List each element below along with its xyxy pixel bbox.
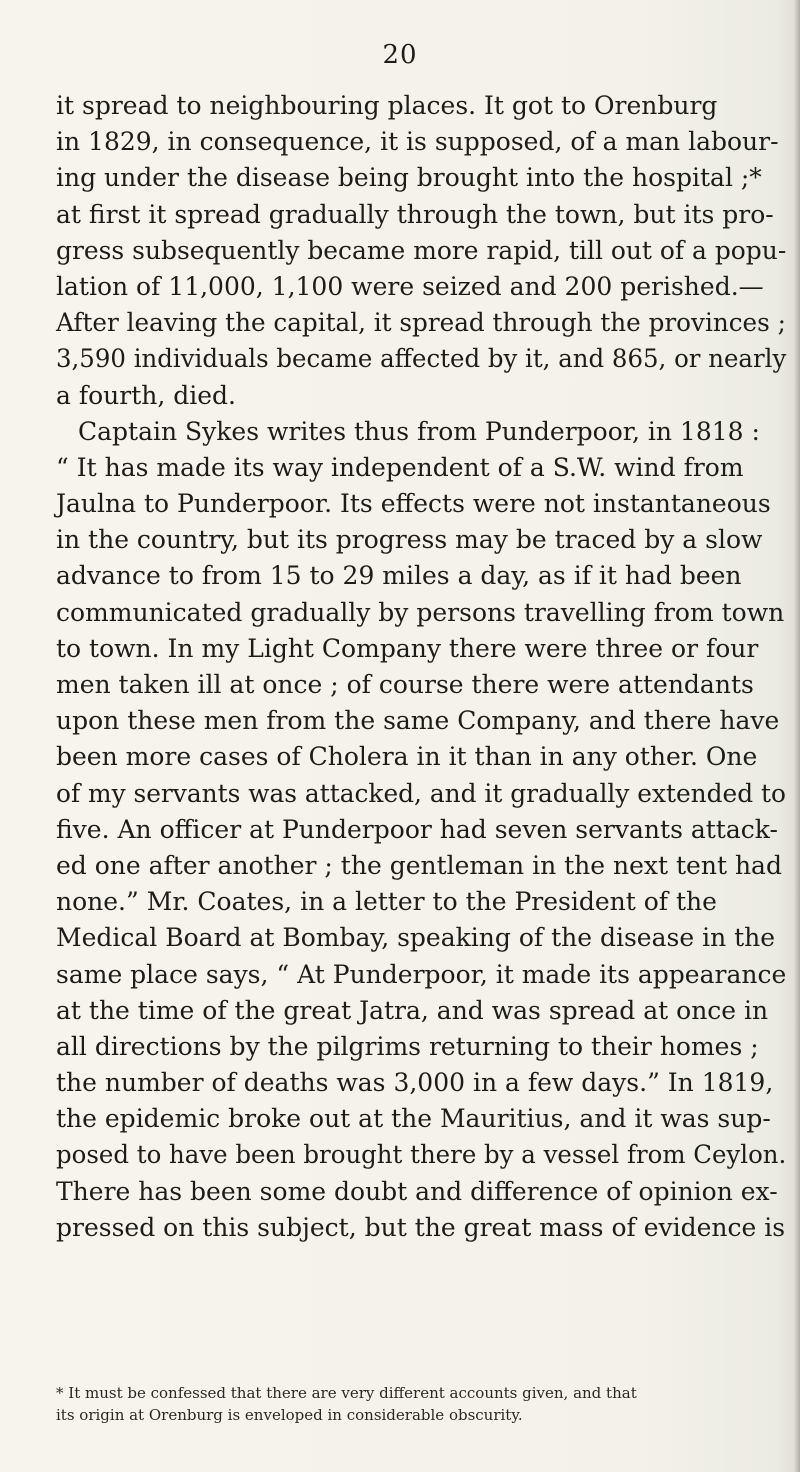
text-line: pressed on this subject, but the great mass of evidence is xyxy=(56,1212,786,1242)
footnote xyxy=(56,1382,796,1426)
text-line: at the time of the great Jatra, and was spread at once in xyxy=(56,995,769,1025)
text-line: lation of 11,000, 1,100 were seized and 200 perished.— xyxy=(56,271,764,301)
text-line: five. An officer at Punderpoor had seven servants attack- xyxy=(56,814,778,844)
text-line: a fourth, died. xyxy=(56,380,236,410)
text-line: “ It has made its way independent of a S.W. wind from xyxy=(56,452,744,482)
page-edge-shadow xyxy=(794,0,800,1472)
text-line: advance to from 15 to 29 miles a day, as if it had been xyxy=(56,561,742,591)
text-line: all directions by the pilgrims returning to their homes ; xyxy=(56,1031,759,1061)
text-line: in the country, but its progress may be traced by a slow xyxy=(56,525,763,555)
text-line: There has been some doubt and difference of opinion ex- xyxy=(56,1176,778,1206)
text-line: After leaving the capital, it spread through the provinces ; xyxy=(56,308,786,338)
text-line: gress subsequently became more rapid, till out of a popu- xyxy=(56,235,787,265)
page-number: 20 xyxy=(382,40,418,70)
text-line: of my servants was attacked, and it gradually extended to xyxy=(56,778,786,808)
text-line: ed one after another ; the gentleman in the next tent had xyxy=(56,850,782,880)
text-line: Medical Board at Bombay, speaking of the disease in the xyxy=(56,923,776,953)
text-line: Captain Sykes writes thus from Punderpoor, in 1818 : xyxy=(78,416,760,446)
text-line: upon these men from the same Company, and there have xyxy=(56,706,780,736)
text-line: none.” Mr. Coates, in a letter to the President of the xyxy=(56,887,717,917)
text-line: the epidemic broke out at the Mauritius, and it was sup- xyxy=(56,1104,771,1134)
text-line: it spread to neighbouring places. It got to Orenburg xyxy=(56,91,718,120)
text-line: been more cases of Cholera in it than in any other. One xyxy=(56,742,758,772)
text-line: posed to have been brought there by a vessel from Ceylon. xyxy=(56,1140,787,1170)
body-text xyxy=(56,88,796,1246)
text-line: Jaulna to Punderpoor. Its effects were not instantaneous xyxy=(56,489,771,519)
text-line: at first it spread gradually through the town, but its pro- xyxy=(56,199,774,229)
footnote-line: * It must be confessed that there are very different accounts given, and that xyxy=(56,1384,637,1402)
text-line: same place says, “ At Punderpoor, it made its appearance xyxy=(56,959,787,989)
text-line: 3,590 individuals became affected by it, and 865, or nearly xyxy=(56,344,787,374)
text-line: in 1829, in consequence, it is supposed, of a man labour- xyxy=(56,127,779,157)
footnote-line: its origin at Orenburg is enveloped in considerable obscurity. xyxy=(56,1406,523,1424)
text-line: the number of deaths was 3,000 in a few days.” In 1819, xyxy=(56,1068,774,1098)
text-line: communicated gradually by persons travelling from town xyxy=(56,597,785,627)
text-line: to town. In my Light Company there were three or four xyxy=(56,633,759,663)
text-line: men taken ill at once ; of course there were attendants xyxy=(56,670,754,699)
text-line: ing under the disease being brought into the hospital ;* xyxy=(56,163,762,193)
